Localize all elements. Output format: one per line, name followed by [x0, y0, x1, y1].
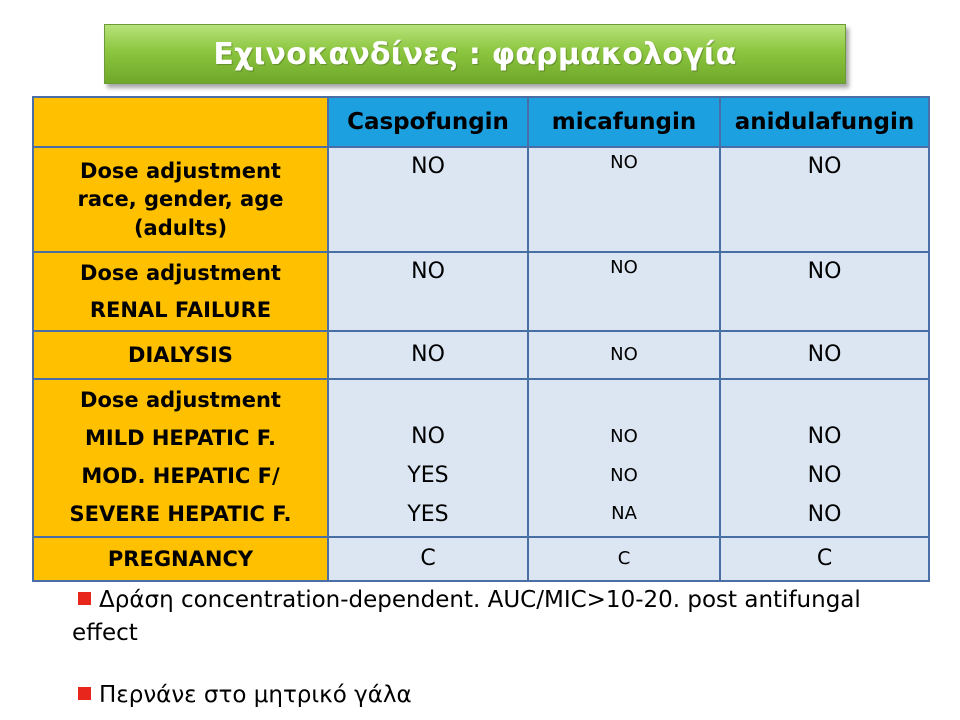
square-bullet-icon: [78, 687, 91, 700]
table-cell: C: [328, 537, 528, 581]
row-header-hepatic: Dose adjustment MILD HEPATIC F. MOD. HEPATIC F/ SEVERE HEPATIC F.: [33, 379, 328, 537]
table-cell: NO: [328, 252, 528, 331]
table-cell: C: [528, 537, 720, 581]
column-header-anidulafungin: anidulafungin: [720, 97, 929, 147]
row-header-renal: Dose adjustment RENAL FAILURE: [33, 252, 328, 331]
table-cell: NO: [720, 252, 929, 331]
table-header-row: [33, 97, 929, 147]
corner-cell: [33, 97, 328, 147]
bullet-text: Δράση concentration-dependent. AUC/MIC>10-20. post antifungal effect: [72, 587, 861, 647]
table-cell: NO: [528, 147, 720, 252]
table-cell: NO: [328, 147, 528, 252]
table-row: [33, 252, 929, 331]
column-header-caspofungin: Caspofungin: [328, 97, 528, 147]
row-header-dialysis: DIALYSIS: [33, 331, 328, 379]
table-row: [33, 147, 929, 252]
table-cell: NO NO NO: [720, 379, 929, 537]
pharmacology-table: [32, 96, 930, 582]
table-row: [33, 379, 929, 537]
table-cell: NO: [528, 252, 720, 331]
table-cell: NO: [528, 331, 720, 379]
bullet-text: Περνάνε στο μητρικό γάλα: [99, 681, 412, 708]
table-cell: NO: [328, 331, 528, 379]
column-header-micafungin: micafungin: [528, 97, 720, 147]
table-cell: NO YES YES: [328, 379, 528, 537]
square-bullet-icon: [78, 592, 91, 605]
table-row: [33, 537, 929, 581]
table-row: [33, 331, 929, 379]
bullet-item: [72, 584, 932, 651]
row-header-pregnancy: PREGNANCY: [33, 537, 328, 581]
table-cell: NO: [720, 331, 929, 379]
table-cell: NO NO NA: [528, 379, 720, 537]
bullet-list: [72, 584, 932, 712]
row-header-demographics: Dose adjustment race, gender, age (adults): [33, 147, 328, 252]
page-title: Εχινοκανδίνες : φαρμακολογία: [213, 36, 737, 72]
table-cell: NO: [720, 147, 929, 252]
title-banner: [104, 24, 846, 84]
bullet-item: [72, 679, 932, 712]
table-cell: C: [720, 537, 929, 581]
